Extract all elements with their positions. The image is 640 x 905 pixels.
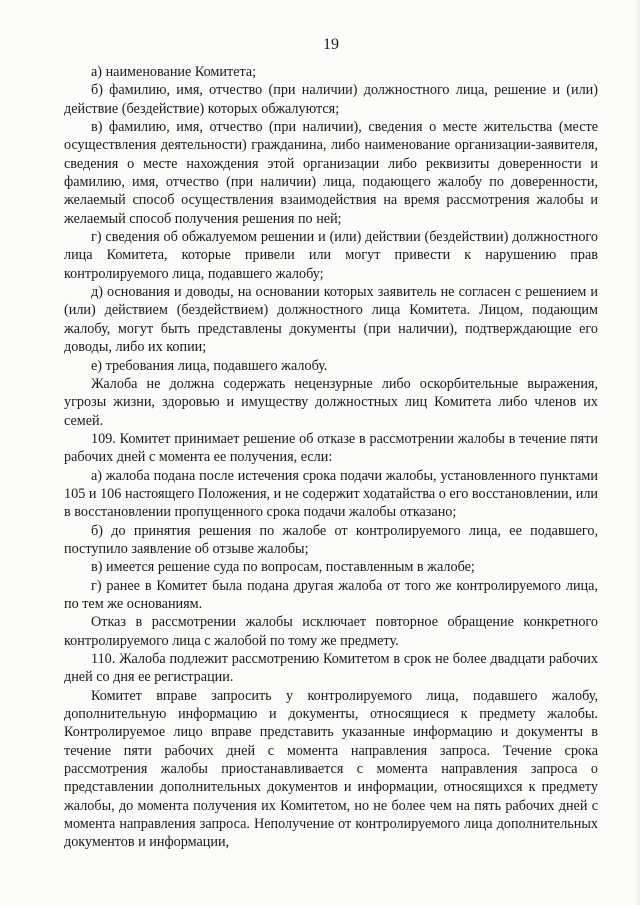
paragraph-109-b: б) до принятия решения по жалобе от контролируемого лица, ее подавшего, поступило заявление об отзыве жалобы; bbox=[64, 522, 598, 557]
paragraph-109-v: в) имеется решение суда по вопросам, поставленным в жалобе; bbox=[91, 559, 475, 576]
paragraph-item-b: б) фамилию, имя, отчество (при наличии) должностного лица, решение и (или) действие (бездействие) которых обжалуются; bbox=[64, 82, 598, 117]
paragraph-item-a: а) наименование Комитета; bbox=[91, 64, 257, 80]
paragraph-clause-110: 110. Жалоба подлежит рассмотрению Комитетом в срок не более двадцати рабочих дней со дня ее регистрации. bbox=[64, 651, 598, 686]
paragraph-clause-109: 109. Комитет принимает решение об отказе в рассмотрении жалобы в течение пяти рабочих дней с момента ее получения, если: bbox=[64, 430, 598, 466]
document-body bbox=[64, 63, 598, 852]
paragraph-request-info: Комитет вправе запросить у контролируемого лица, подавшего жалобу, дополнительную информацию и документы, относящиеся к предмету жалобы. Контролируемое лицо вправе представить указанные информацию и документы в течение пяти рабочих дней с момента направления запроса. Течение срока рассмотрения жалобы приостанавливается с момента направления запроса о представлении дополнительных документов и информации, относящихся к предмету жалобы, до момента получения их Комитетом, но не более чем на пять рабочих дней с момента направления запроса. Неполучение от контролируемого лица дополнительных документов и информации, bbox=[64, 687, 598, 851]
document-page bbox=[64, 0, 598, 905]
page-number: 19 bbox=[323, 36, 339, 53]
paragraph-109-a: а) жалоба подана после истечения срока подачи жалобы, установленного пунктами 105 и 106 настоящего Положения, и не содержит ходатайства о его восстановлении, или в восстановлении пропущенного срока подачи жалобы отказано; bbox=[64, 467, 598, 521]
paragraph-item-g: г) сведения об обжалуемом решении и (или) действии (бездействии) должностного лица Комитета, которые привели или могут привести к нарушению прав контролируемого лица, подавшего жалобу; bbox=[64, 229, 598, 282]
paragraph-no-obscenity: Жалоба не должна содержать нецензурные либо оскорбительные выражения, угрозы жизни, здоровью и имуществу должностных лиц Комитета либо членов их семей. bbox=[64, 375, 598, 429]
scan-edge-shadow bbox=[634, 0, 640, 905]
paragraph-item-d: д) основания и доводы, на основании которых заявитель не согласен с решением и (или) действием (бездействием) должностного лица Комитета. Лицом, подающим жалобу, могут быть представлены документы (при наличии), подтверждающие его доводы, либо их копии; bbox=[64, 284, 598, 356]
paragraph-item-e: е) требования лица, подавшего жалобу. bbox=[91, 357, 328, 374]
paragraph-109-g: г) ранее в Комитет была подана другая жалоба от того же контролируемого лица, по тем же основаниям. bbox=[64, 577, 598, 612]
paragraph-refusal: Отказ в рассмотрении жалобы исключает повторное обращение конкретного контролируемого лица с жалобой по тому же предмету. bbox=[64, 614, 598, 649]
paragraph-item-v: в) фамилию, имя, отчество (при наличии), сведения о месте жительства (месте осуществления деятельности) гражданина, либо наименование организации-заявителя, сведения о месте нахождения этой организации либо реквизиты доверенности и фамилию, имя, отчество (при наличии) лица, подающего жалобу по доверенности, желаемый способ осуществления взаимодействия на время рассмотрения жалобы и желаемый способ получения решения по ней; bbox=[64, 119, 598, 227]
